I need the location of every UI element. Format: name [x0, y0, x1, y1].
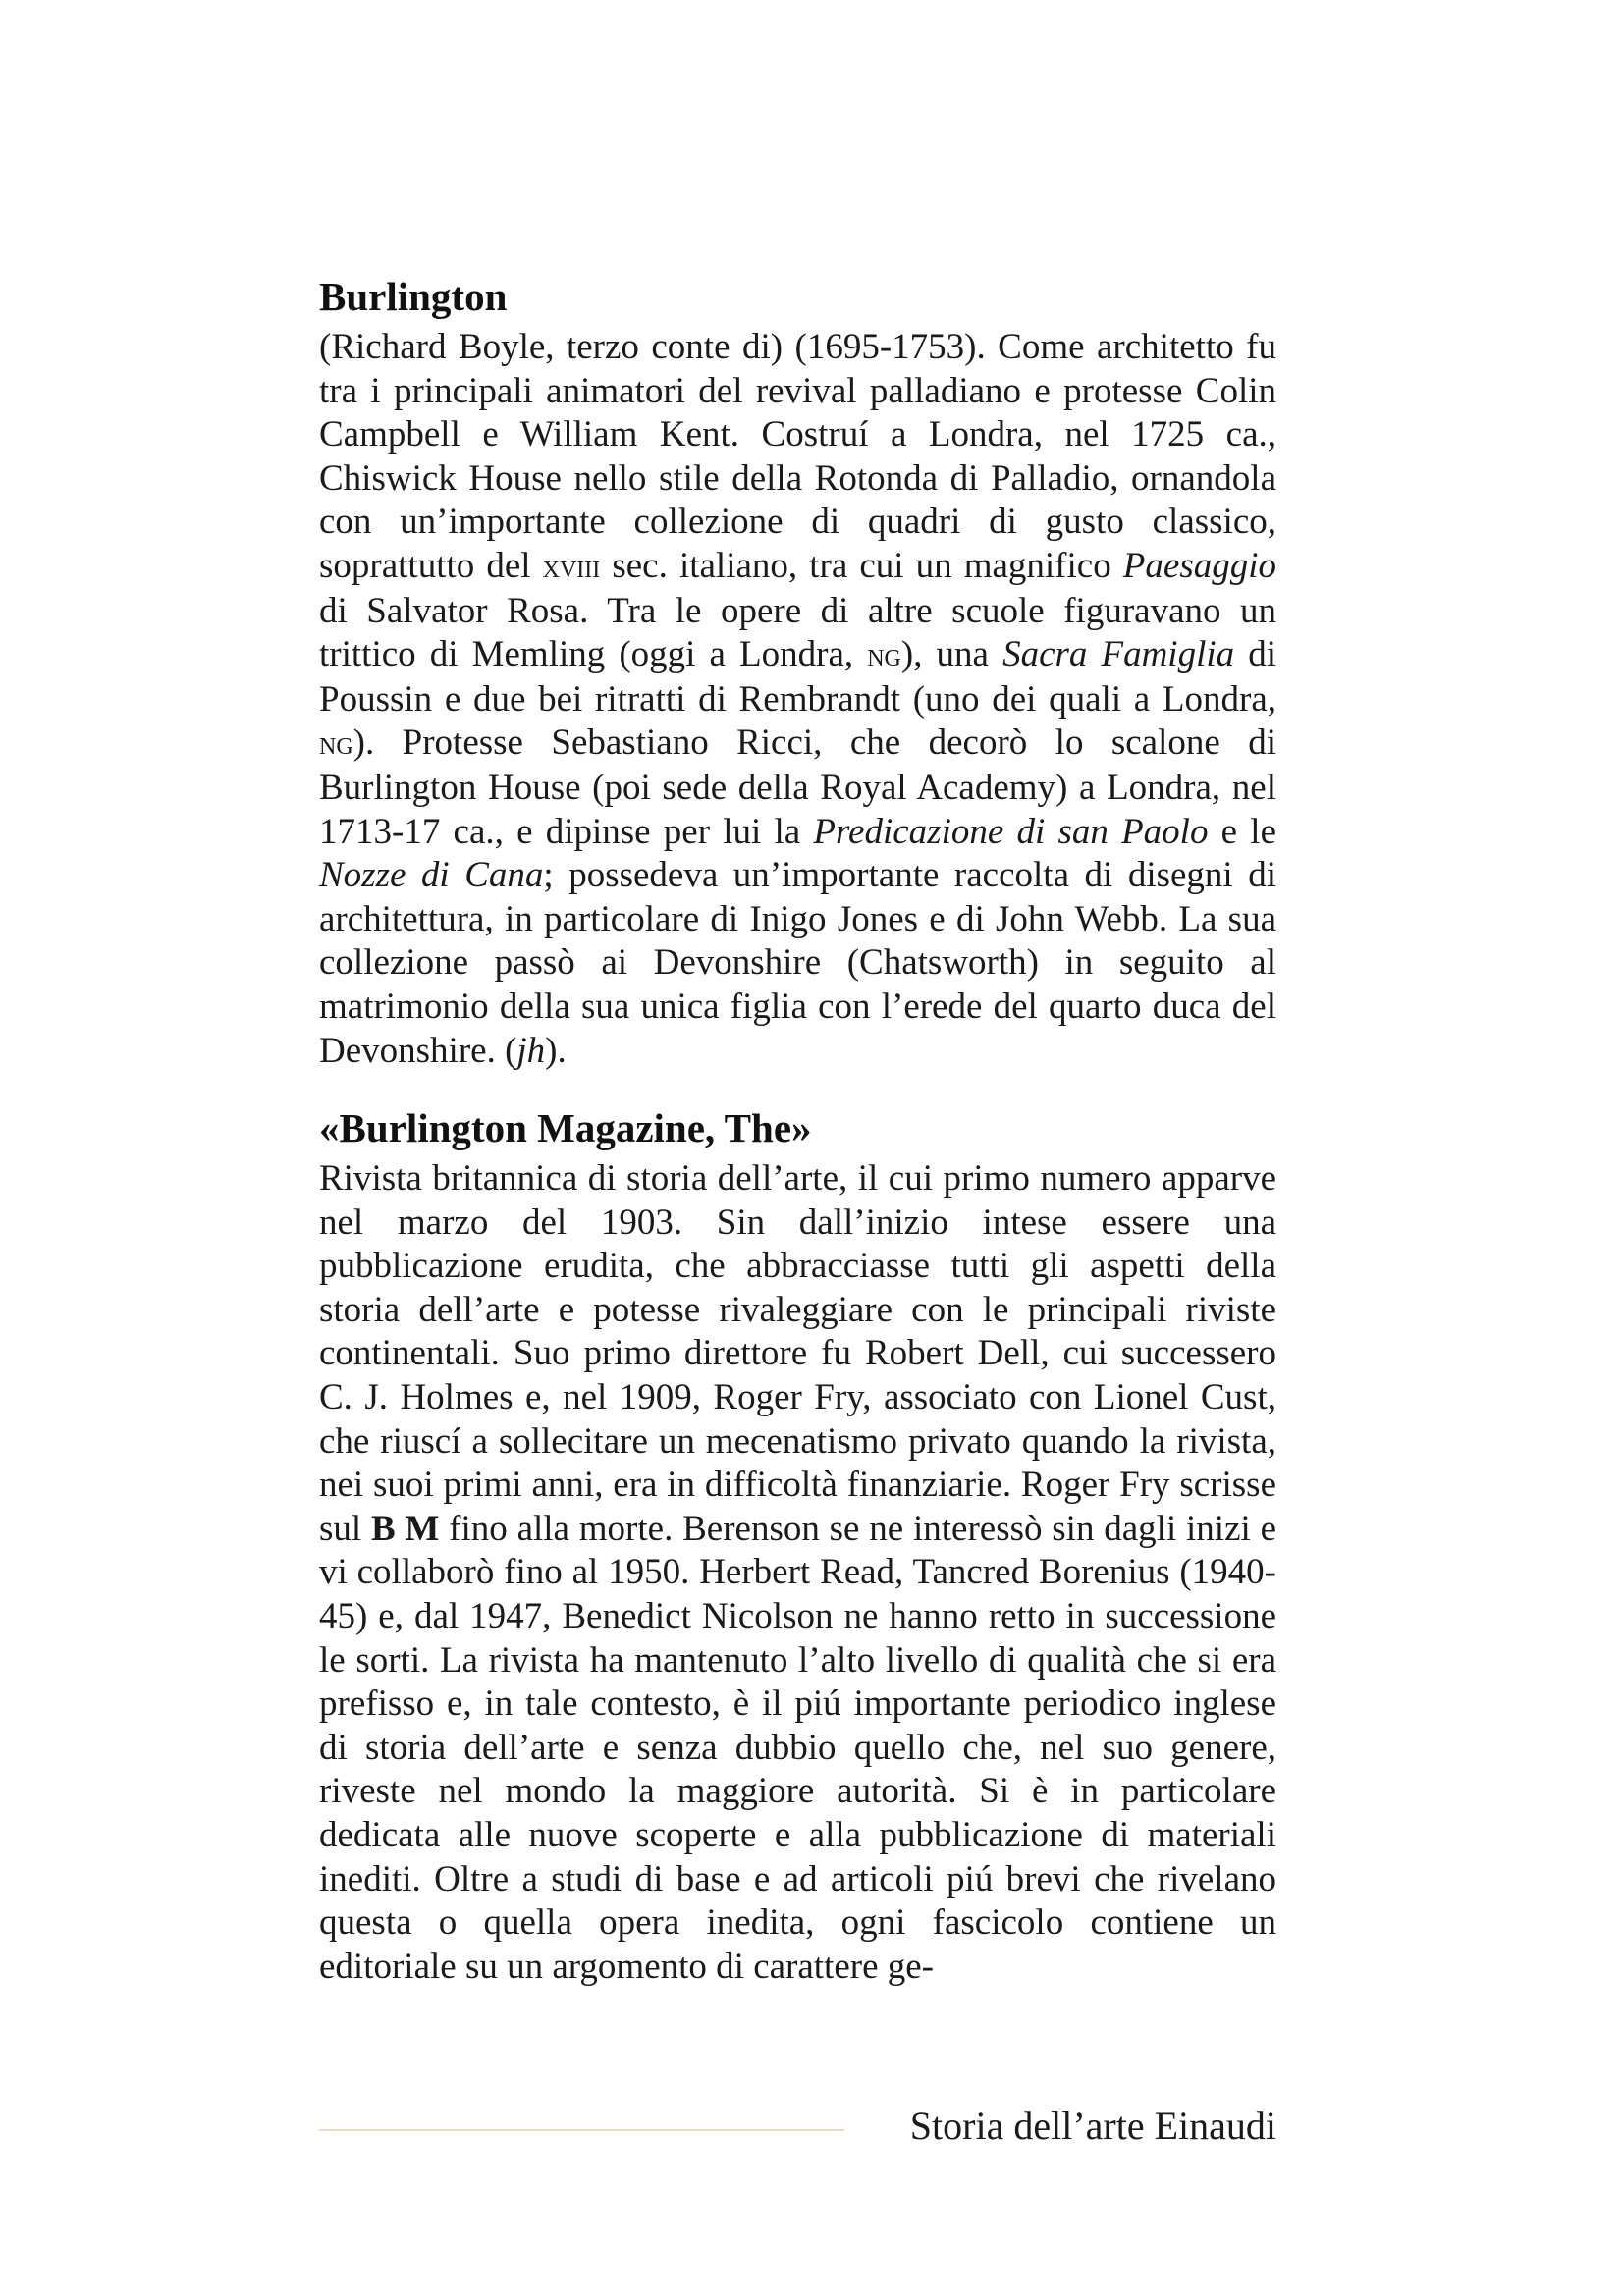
text-run: di Salvator Rosa. Tra le opere di altre scuole figuravano un trittico di Memling (oggi a Londra,: [319, 590, 1276, 675]
text-run: e le: [1208, 811, 1276, 852]
text-run: Rivista britannica di storia dell’arte, il cui primo numero apparve nel marzo del 1903. Sin dall’inizio intese essere una pubblicazione erudita, che abbracciasse tutti gli aspetti della storia dell’arte e potesse rivaleggiare con le principali riviste continentali. Suo primo direttore fu Robert Dell, cui successero C. J. Holmes e, nel 1909, Roger Fry, associato con Lionel Cust, che riuscí a sollecitare un mecenatismo privato quando la rivista, nei suoi primi anni, era in difficoltà finanziarie. Roger Fry scrisse sul: [319, 1158, 1276, 1549]
entry-title: «Burlington Magazine, The»: [319, 1105, 812, 1151]
text-run: ). Protesse Sebastiano Ricci, che decorò lo scalone di Burlington House (poi sede della Royal Academy) a Londra, nel 1713-17 ca., e dipinse per lui la: [319, 722, 1276, 852]
italic-run: Paesaggio: [1122, 545, 1276, 586]
entry-body: [319, 1157, 1276, 1989]
page-content: [319, 273, 1276, 1989]
entry-burlington: [319, 273, 1276, 1073]
bold-run: B M: [370, 1508, 440, 1549]
text-run: sec. italiano, tra cui un magnifico: [600, 545, 1123, 586]
text-run: (Richard Boyle, terzo conte di) (1695-1753). Come architetto fu tra i principali animatori del revival palladiano e protesse Colin Campbell e William Kent. Costruí a Londra, nel 1725 ca., Chiswick House nello stile della Rotonda di Palladio, ornandola con un’importante collezione di quadri di gusto classico, soprattutto del: [319, 327, 1276, 586]
smallcaps-run: xviii: [542, 548, 601, 585]
entry-body: [319, 326, 1276, 1073]
text-run: fino alla morte. Berenson se ne interessò sin dagli inizi e vi collaborò fino al 1950. Herbert Read, Tancred Borenius (1940-45) e, dal 1947, Benedict Nicolson ne hanno retto in successione le sorti. La rivista ha mantenuto l’alto livello di qualità che si era prefisso e, in tale contesto, è il piú importante periodico inglese di storia dell’arte e senza dubbio quello che, nel suo genere, riveste nel mondo la maggiore autorità. Si è in particolare dedicata alle nuove scoperte e alla pubblicazione di materiali inediti. Oltre a studi di base e ad articoli piú brevi che rivelano questa o quella opera inedita, ogni fascicolo contiene un editoriale su un argomento di carattere ge-: [319, 1508, 1277, 1987]
footer-publisher-label: Storia dell’arte Einaudi: [909, 2104, 1276, 2148]
text-run: ).: [545, 1030, 567, 1071]
entry-burlington-magazine: [319, 1104, 1276, 1989]
page-footer: [319, 2097, 1276, 2156]
italic-run: Sacra Famiglia: [1002, 634, 1235, 675]
italic-run: jh: [516, 1030, 546, 1071]
italic-run: Nozze di Cana: [319, 855, 544, 896]
smallcaps-run: ng: [319, 725, 353, 763]
entry-title: Burlington: [319, 274, 508, 319]
smallcaps-run: ng: [867, 637, 901, 674]
entry-separator: [319, 1073, 1276, 1104]
text-run: di Poussin e due bei ritratti di Rembrandt (uno dei quali a Londra,: [319, 634, 1277, 720]
text-run: ; possedeva un’importante raccolta di disegni di architettura, in particolare di Inigo Jones e di John Webb. La sua collezione passò ai Devonshire (Chatsworth) in seguito al matrimonio della sua unica figlia con l’erede del quarto duca del Devonshire. (: [319, 855, 1276, 1071]
text-run: ), una: [900, 634, 1003, 675]
footer-rule: [319, 2129, 844, 2131]
italic-run: Predicazione di san Paolo: [813, 811, 1209, 852]
